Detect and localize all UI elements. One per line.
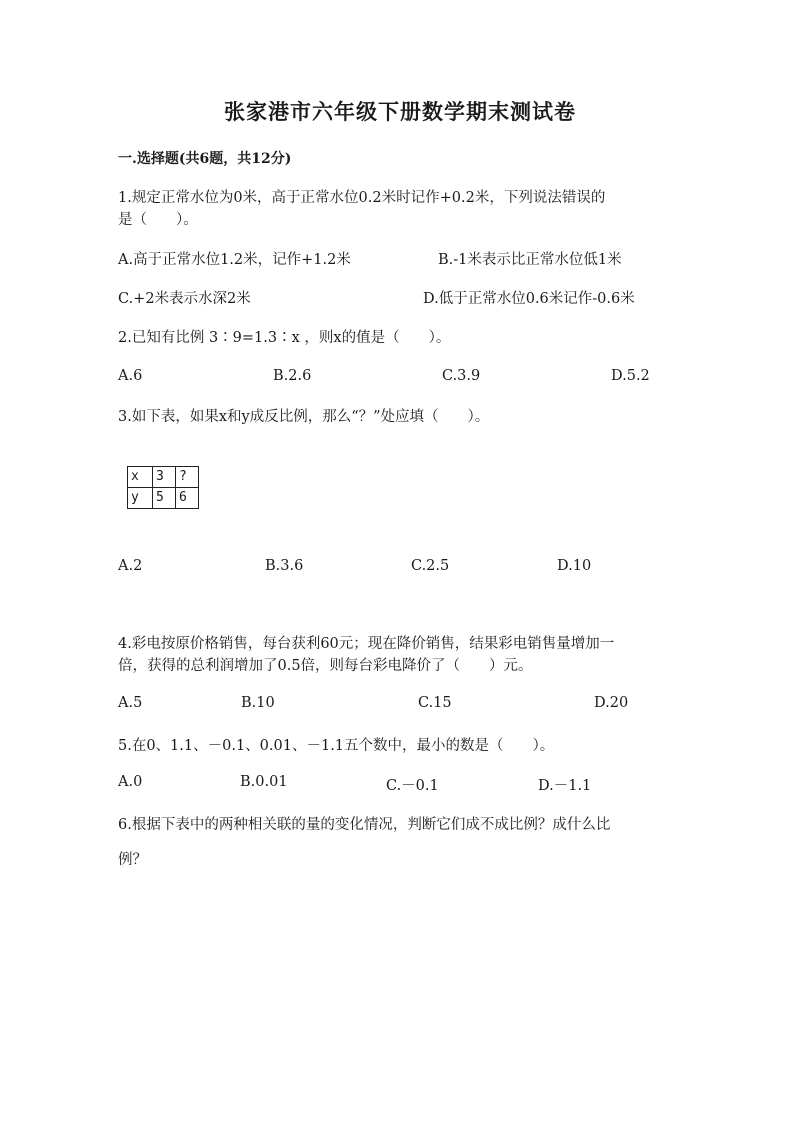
- table-cell: x: [128, 467, 153, 488]
- question-2-option-d: D.5.2: [611, 368, 650, 384]
- question-5-option-b: B.0.01: [240, 774, 288, 790]
- question-6-line-2: 例？: [118, 852, 147, 868]
- question-4-option-c: C.15: [418, 695, 452, 711]
- question-1-option-b: B.-1米表示比正常水位低1米: [438, 252, 622, 268]
- question-2-line-1: 2.已知有比例 3∶9=1.3∶x ，则x的值是（ ）。: [118, 330, 451, 346]
- table-cell: 3: [153, 467, 176, 488]
- question-3-option-a: A.2: [118, 558, 143, 574]
- question-2-option-c: C.3.9: [442, 368, 481, 384]
- question-3-line-1: 3.如下表，如果x和y成反比例，那么“？”处应填（ ）。: [118, 409, 490, 425]
- xy-table: [127, 466, 199, 509]
- question-6-line-1: 6.根据下表中的两种相关联的量的变化情况，判断它们成不成比例？成什么比: [118, 817, 611, 833]
- question-1-line-1: 1.规定正常水位为0米，高于正常水位0.2米时记作+0.2米，下列说法错误的: [118, 190, 606, 206]
- table-cell: 6: [176, 488, 199, 509]
- question-4-option-d: D.20: [594, 695, 629, 711]
- page-title: 张家港市六年级下册数学期末测试卷: [224, 99, 576, 124]
- question-5-option-d: D.－1.1: [538, 778, 592, 794]
- table-cell: 5: [153, 488, 176, 509]
- question-3-option-b: B.3.6: [265, 558, 304, 574]
- question-2-option-b: B.2.6: [273, 368, 312, 384]
- question-3-option-c: C.2.5: [411, 558, 450, 574]
- question-2-option-a: A.6: [118, 368, 143, 384]
- question-5-option-a: A.0: [118, 774, 143, 790]
- question-1-line-2: 是（ ）。: [118, 212, 198, 228]
- question-4-option-b: B.10: [241, 695, 275, 711]
- table-row: [128, 467, 199, 488]
- question-1-option-a: A.高于正常水位1.2米，记作+1.2米: [118, 252, 351, 268]
- question-1-option-d: D.低于正常水位0.6米记作-0.6米: [423, 291, 635, 307]
- question-1-option-c: C.+2米表示水深2米: [118, 291, 251, 307]
- table-cell: ?: [176, 467, 199, 488]
- question-4-option-a: A.5: [118, 695, 143, 711]
- section-heading: 一.选择题(共6题，共12分): [118, 151, 292, 167]
- question-4-line-1: 4.彩电按原价格销售，每台获利60元；现在降价销售，结果彩电销售量增加一: [118, 636, 615, 652]
- question-5-option-c: C.－0.1: [386, 778, 439, 794]
- question-5-line-1: 5.在0、1.1、－0.1、0.01、－1.1五个数中，最小的数是（ ）。: [118, 738, 555, 754]
- question-3-option-d: D.10: [557, 558, 592, 574]
- table-row: [128, 488, 199, 509]
- question-4-line-2: 倍，获得的总利润增加了0.5倍，则每台彩电降价了（ ）元。: [118, 658, 533, 674]
- table-cell: y: [128, 488, 153, 509]
